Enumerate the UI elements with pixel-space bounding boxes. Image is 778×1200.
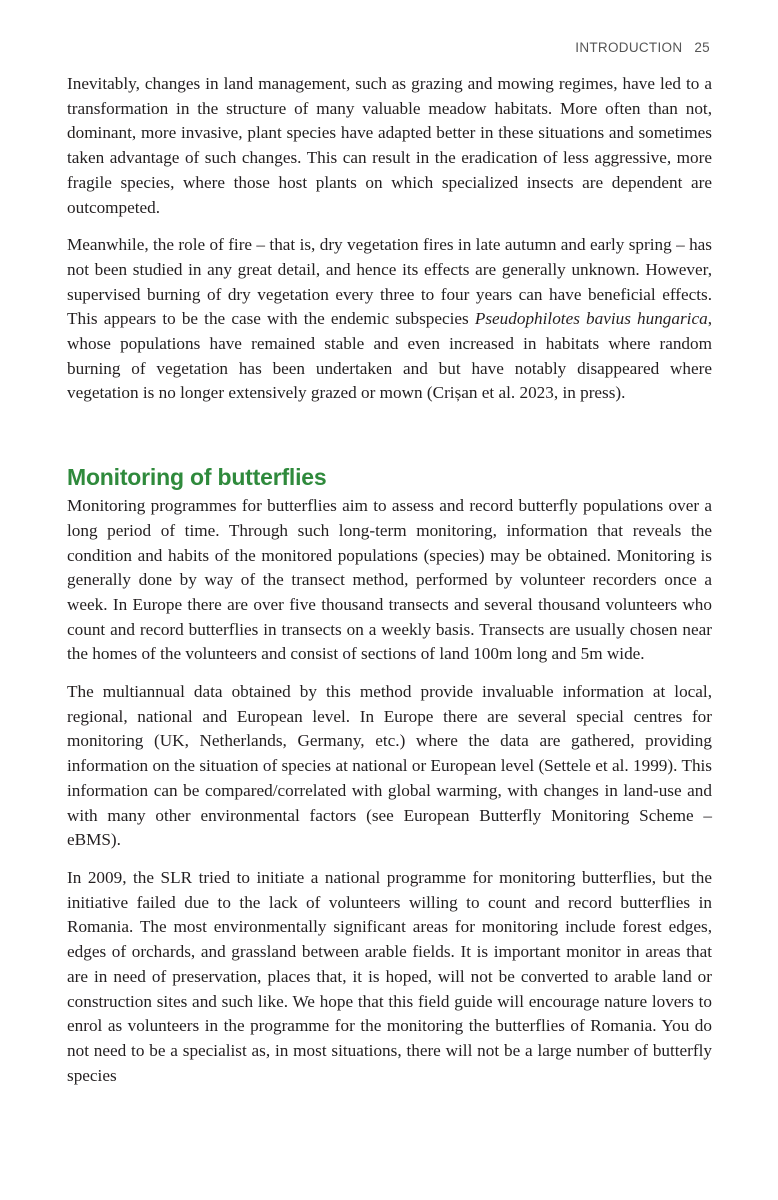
fire-text-after: , whose populations have remained stable and even increased in habitats where random burning of vegetation has been undertaken and but have notably disappeared where vegetation is no longer extensively grazed or mown (Crișan et al. 2023, in press). — [67, 309, 712, 403]
species-name: Pseudophilotes bavius hungarica — [474, 309, 708, 329]
paragraph-multiannual-data: The multiannual data obtained by this method provide invaluable information at local, regional, national and European level. In Europe there are several special centres for monitoring (UK, Netherlands, Germany, etc.) where the data are gathered, providing information on the situation of species at national or European level (Settele et al. 1999). This information can be compared/correlated with global warming, with changes in land-use and with many other environmental factors (see European Butterfly Monitoring Scheme – eBMS). — [67, 682, 712, 850]
paragraph-role-of-fire — [67, 233, 712, 406]
section-heading: Monitoring of butterflies — [67, 464, 327, 491]
paragraph-monitoring-programmes: Monitoring programmes for butterflies aim to assess and record butterfly populations over a long period of time. Through such long-term monitoring, information that reveals the condition and habits of the monitored populations (species) may be obtained. Monitoring is generally done by way of the transect method, performed by volunteer recorders once a week. In Europe there are over five thousand transects and several thousand volunteers who count and record butterflies in transects on a weekly basis. Transects are usually chosen near the homes of the volunteers and consist of sections of land 100m long and 5m wide. — [67, 496, 712, 664]
fire-text-before: Meanwhile, the role of fire – that is, dry vegetation fires in late autumn and early spring – has not been studied in any great detail, and hence its effects are generally unknown. However, supervised burning of dry vegetation every three to four years can have beneficial effects. This appears to be the case with the endemic subspecies — [67, 235, 712, 329]
page-number: 25 — [694, 40, 710, 55]
running-head-section: INTRODUCTION — [575, 40, 683, 55]
running-head — [575, 40, 710, 55]
paragraph-land-management: Inevitably, changes in land management, such as grazing and mowing regimes, have led to a transformation in the structure of many valuable meadow habitats. More often than not, dominant, more invasive, plant species have adapted better in these situations and sometimes taken advantage of such changes. This can result in the eradication of less aggressive, more fragile species, where those host plants on which specialized insects are dependent are outcompeted. — [67, 74, 712, 217]
section-spacer — [67, 406, 712, 462]
page-body — [67, 72, 712, 1088]
paragraph-slr-programme: In 2009, the SLR tried to initiate a national programme for monitoring butterflies, but the initiative failed due to the lack of volunteers willing to count and record butterflies in Romania. The most environmentally significant areas for monitoring include forest edges, edges of orchards, and grassland between arable fields. It is important monitor in areas that are in need of preservation, places that, it is hoped, will not be converted to arable land or construction sites and such like. We hope that this field guide will encourage nature lovers to enrol as volunteers in the programme for the monitoring the butterflies of Romania. You do not need to be a specialist as, in most situations, there will not be a large number of butterfly species — [67, 867, 712, 1085]
